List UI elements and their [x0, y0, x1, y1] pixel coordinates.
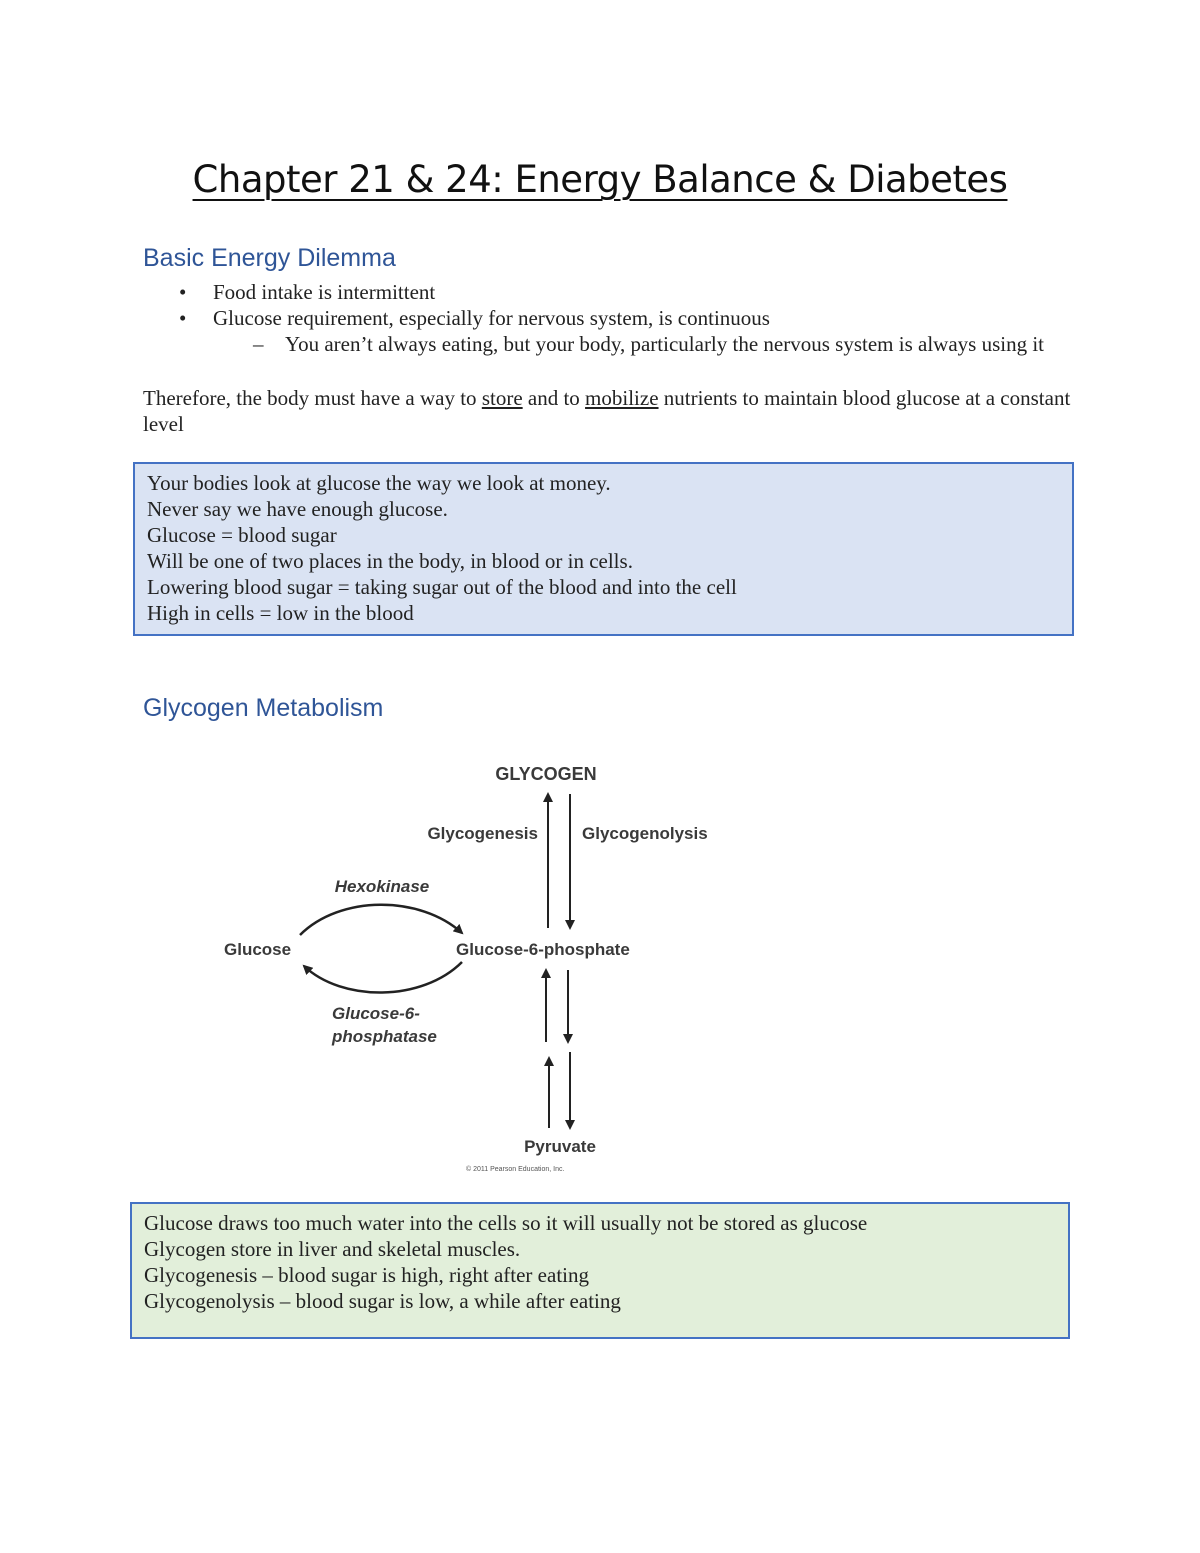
bullet-mark: •: [179, 306, 187, 330]
note-line: Lowering blood sugar = taking sugar out of the blood and into the cell: [147, 575, 737, 599]
list-item: • Glucose requirement, especially for nervous system, is continuous: [179, 306, 770, 330]
note-line: High in cells = low in the blood: [147, 601, 414, 625]
arrow-glucose-6-phosphatase: [304, 962, 462, 993]
dash-mark: –: [253, 332, 264, 356]
therefore-paragraph: Therefore, the body must have a way to store and to mobilize nutrients to maintain blood glucose at a constant level: [143, 386, 1071, 436]
note-line: Your bodies look at glucose the way we look at money.: [147, 471, 611, 495]
bullet-list: [143, 279, 1073, 357]
note-line: Glycogenolysis – blood sugar is low, a while after eating: [144, 1289, 621, 1313]
label-glycogen: GLYCOGEN: [495, 764, 597, 784]
note-line: Glycogen store in liver and skeletal muscles.: [144, 1237, 521, 1261]
label-glucose-6-phosphatase: Glucose-6-: [332, 1004, 420, 1023]
label-hexokinase: Hexokinase: [334, 877, 430, 896]
label-glucose-6-phosphatase-line2: phosphatase: [332, 1027, 437, 1046]
glycogen-metabolism-diagram: [200, 750, 760, 1180]
underlined-store: store: [481, 386, 523, 410]
label-glycogenolysis: Glycogenolysis: [582, 824, 708, 843]
section-heading-glycogen-metabolism: Glycogen Metabolism: [143, 694, 384, 722]
label-glycogenesis: Glycogenesis: [427, 824, 538, 843]
page-title: Chapter 21 & 24: Energy Balance & Diabetes: [192, 158, 1008, 201]
label-glucose-6-phosphate: Glucose-6-phosphate: [456, 940, 630, 959]
label-glucose: Glucose: [224, 940, 292, 959]
note-box-glycogen-storage: [130, 1202, 1070, 1339]
arrow-hexokinase: [300, 905, 462, 935]
section-heading-basic-energy: Basic Energy Dilemma: [143, 244, 396, 272]
note-box-glucose-money: [133, 462, 1074, 636]
label-pyruvate: Pyruvate: [524, 1137, 596, 1156]
note-line: Glucose = blood sugar: [147, 523, 337, 547]
note-line: Will be one of two places in the body, in blood or in cells.: [147, 549, 633, 573]
note-line: Glucose draws too much water into the cells so it will usually not be stored as glucose: [144, 1211, 868, 1235]
copyright-note: © 2011 Pearson Education, Inc.: [466, 1166, 565, 1173]
underlined-mobilize: mobilize: [585, 386, 659, 410]
sub-list-item: – You aren’t always eating, but your body, particularly the nervous system is always using it: [253, 332, 1044, 356]
list-item: • Food intake is intermittent: [179, 280, 436, 304]
note-line: Never say we have enough glucose.: [147, 497, 448, 521]
bullet-mark: •: [179, 280, 187, 304]
note-line: Glycogenesis – blood sugar is high, right after eating: [144, 1263, 589, 1287]
